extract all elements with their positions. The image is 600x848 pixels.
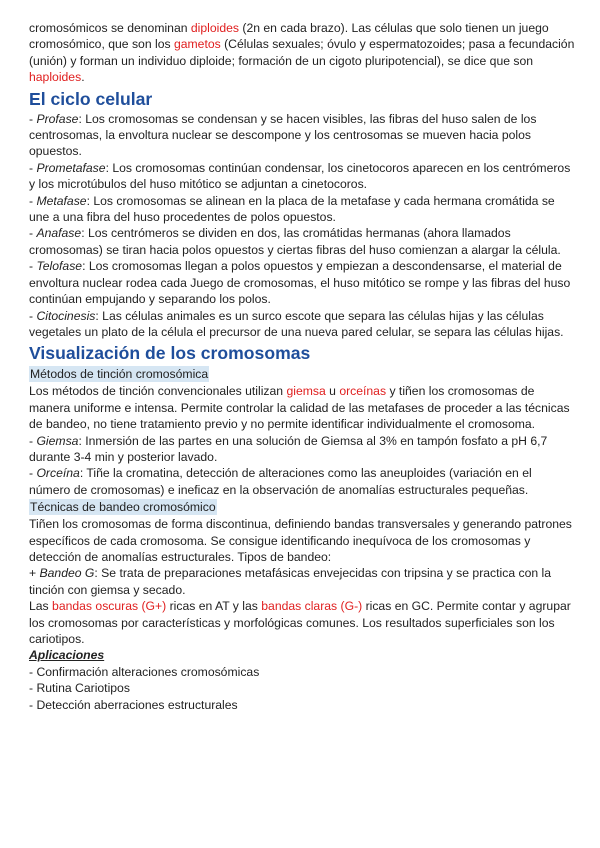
subheading-metodos-tincion: Métodos de tinción cromosómica <box>30 367 209 382</box>
item-anafase: - Anafase: Los centrómeros se dividen en dos, las cromátidas hermanas (ahora llamados cromosomas) se tiran hacia polos opuestos y ciertas fibras del huso comienzan a alargar la célula. <box>29 226 561 257</box>
term-orceinas: orceínas <box>339 384 387 399</box>
subheading-bandeo: Técnicas de bandeo cromosómico <box>30 500 216 515</box>
heading-ciclo-celular: El ciclo celular <box>29 88 153 109</box>
item-prometafase: - Prometafase: Los cromosomas continúan condensar, los cinetocoros aparecen en los centrómeros y los microtúbulos del huso mitótico se adjuntan a cinetocoros. <box>29 160 571 192</box>
intro-paragraph: cromosómicos se denominan diploides (2n en cada brazo). Las células que solo tienen un juego cromosómico, que son los gametos (Células sexuales; óvulo y espermatozoides; pasa a fecundación (unión) y forman un individuo diploide; formación de un cigoto pluripotencial), se dice que son haploides. <box>29 21 575 85</box>
term-haploides: haploides <box>29 70 82 85</box>
item-profase: - Profase: Los cromosomas se condensan y se hacen visibles, las fibras del huso salen de los centrosomas, la envoltura nuclear se descompone y los centrosomas se mueven hacia polos opuestos. <box>29 111 537 159</box>
item-bandeo-g: + Bandeo G: Se trata de preparaciones metafásicas envejecidas con tripsina y se practica con la tinción con giemsa y secado. <box>29 566 552 597</box>
item-giemsa: - Giemsa: Inmersión de las partes en una solución de Giemsa al 3% en tampón fosfato a pH 6,7 durante 3-4 min y posterior lavado. <box>29 433 548 464</box>
item-telofase: - Telofase: Los cromosomas llegan a polos opuestos y empiezan a descondensarse, el material de envoltura nuclear rodea cada Juego de cromosomas, el huso mitótico se rompe y las fibras del huso continúan empujando y separando los polos. <box>29 259 571 307</box>
item-orceina: - Orceína: Tiñe la cromatina, detección de alteraciones como las aneuploides (variación en el número de cromosomas) e ineficaz en la observación de anomalías estructurales pequeñas. <box>29 466 532 497</box>
list-item: - Confirmación alteraciones cromosómicas <box>29 664 260 679</box>
paragraph-bandas: Las bandas oscuras (G+) ricas en AT y las bandas claras (G-) ricas en GC. Permite contar y agrupar los cromosomas por características y morfológicas comunes. Los resultados superficiales son los cariotipos. <box>29 599 571 646</box>
item-citocinesis: - Citocinesis: Las células animales es un surco escote que separa las células hijas y las células vegetales un plato de la célula el precursor de una nueva pared celular, se separa las células hijas. <box>29 308 564 339</box>
paragraph-bandeo: Tiñen los cromosomas de forma discontinua, definiendo bandas transversales y generando patrones específicos de cada cromosoma. Se consigue identificando inequívoca de los cromosomas y detección de anomalías estructurales. Tipos de bandeo: <box>29 517 572 564</box>
item-metafase: - Metafase: Los cromosomas se alinean en la placa de la metafase y cada hermana cromátida se une a una fibra del huso procedentes de polos opuestos. <box>29 193 555 225</box>
term-gametos: gametos <box>173 37 221 52</box>
term-bandas-claras: bandas claras (G-) <box>261 599 363 614</box>
list-item: - Rutina Cariotipos <box>29 681 130 696</box>
term-diploides: diploides <box>190 21 240 35</box>
heading-visualizacion: Visualización de los cromosomas <box>29 343 311 364</box>
term-giemsa: giemsa <box>286 384 326 399</box>
term-bandas-oscuras: bandas oscuras (G+) <box>52 599 167 614</box>
document-body <box>29 20 575 713</box>
paragraph-metodos: Los métodos de tinción convencionales utilizan giemsa u orceínas y tiñen los cromosomas de manera uniforme e intensa. Permite controlar la calidad de las metafases de proceder a las técnicas de bandeo, no tiene tratamiento previo y no permite identificar individualmente el cromosoma. <box>29 384 570 432</box>
list-item: - Detección aberraciones estructurales <box>29 697 238 712</box>
subheading-aplicaciones: Aplicaciones <box>29 648 105 663</box>
